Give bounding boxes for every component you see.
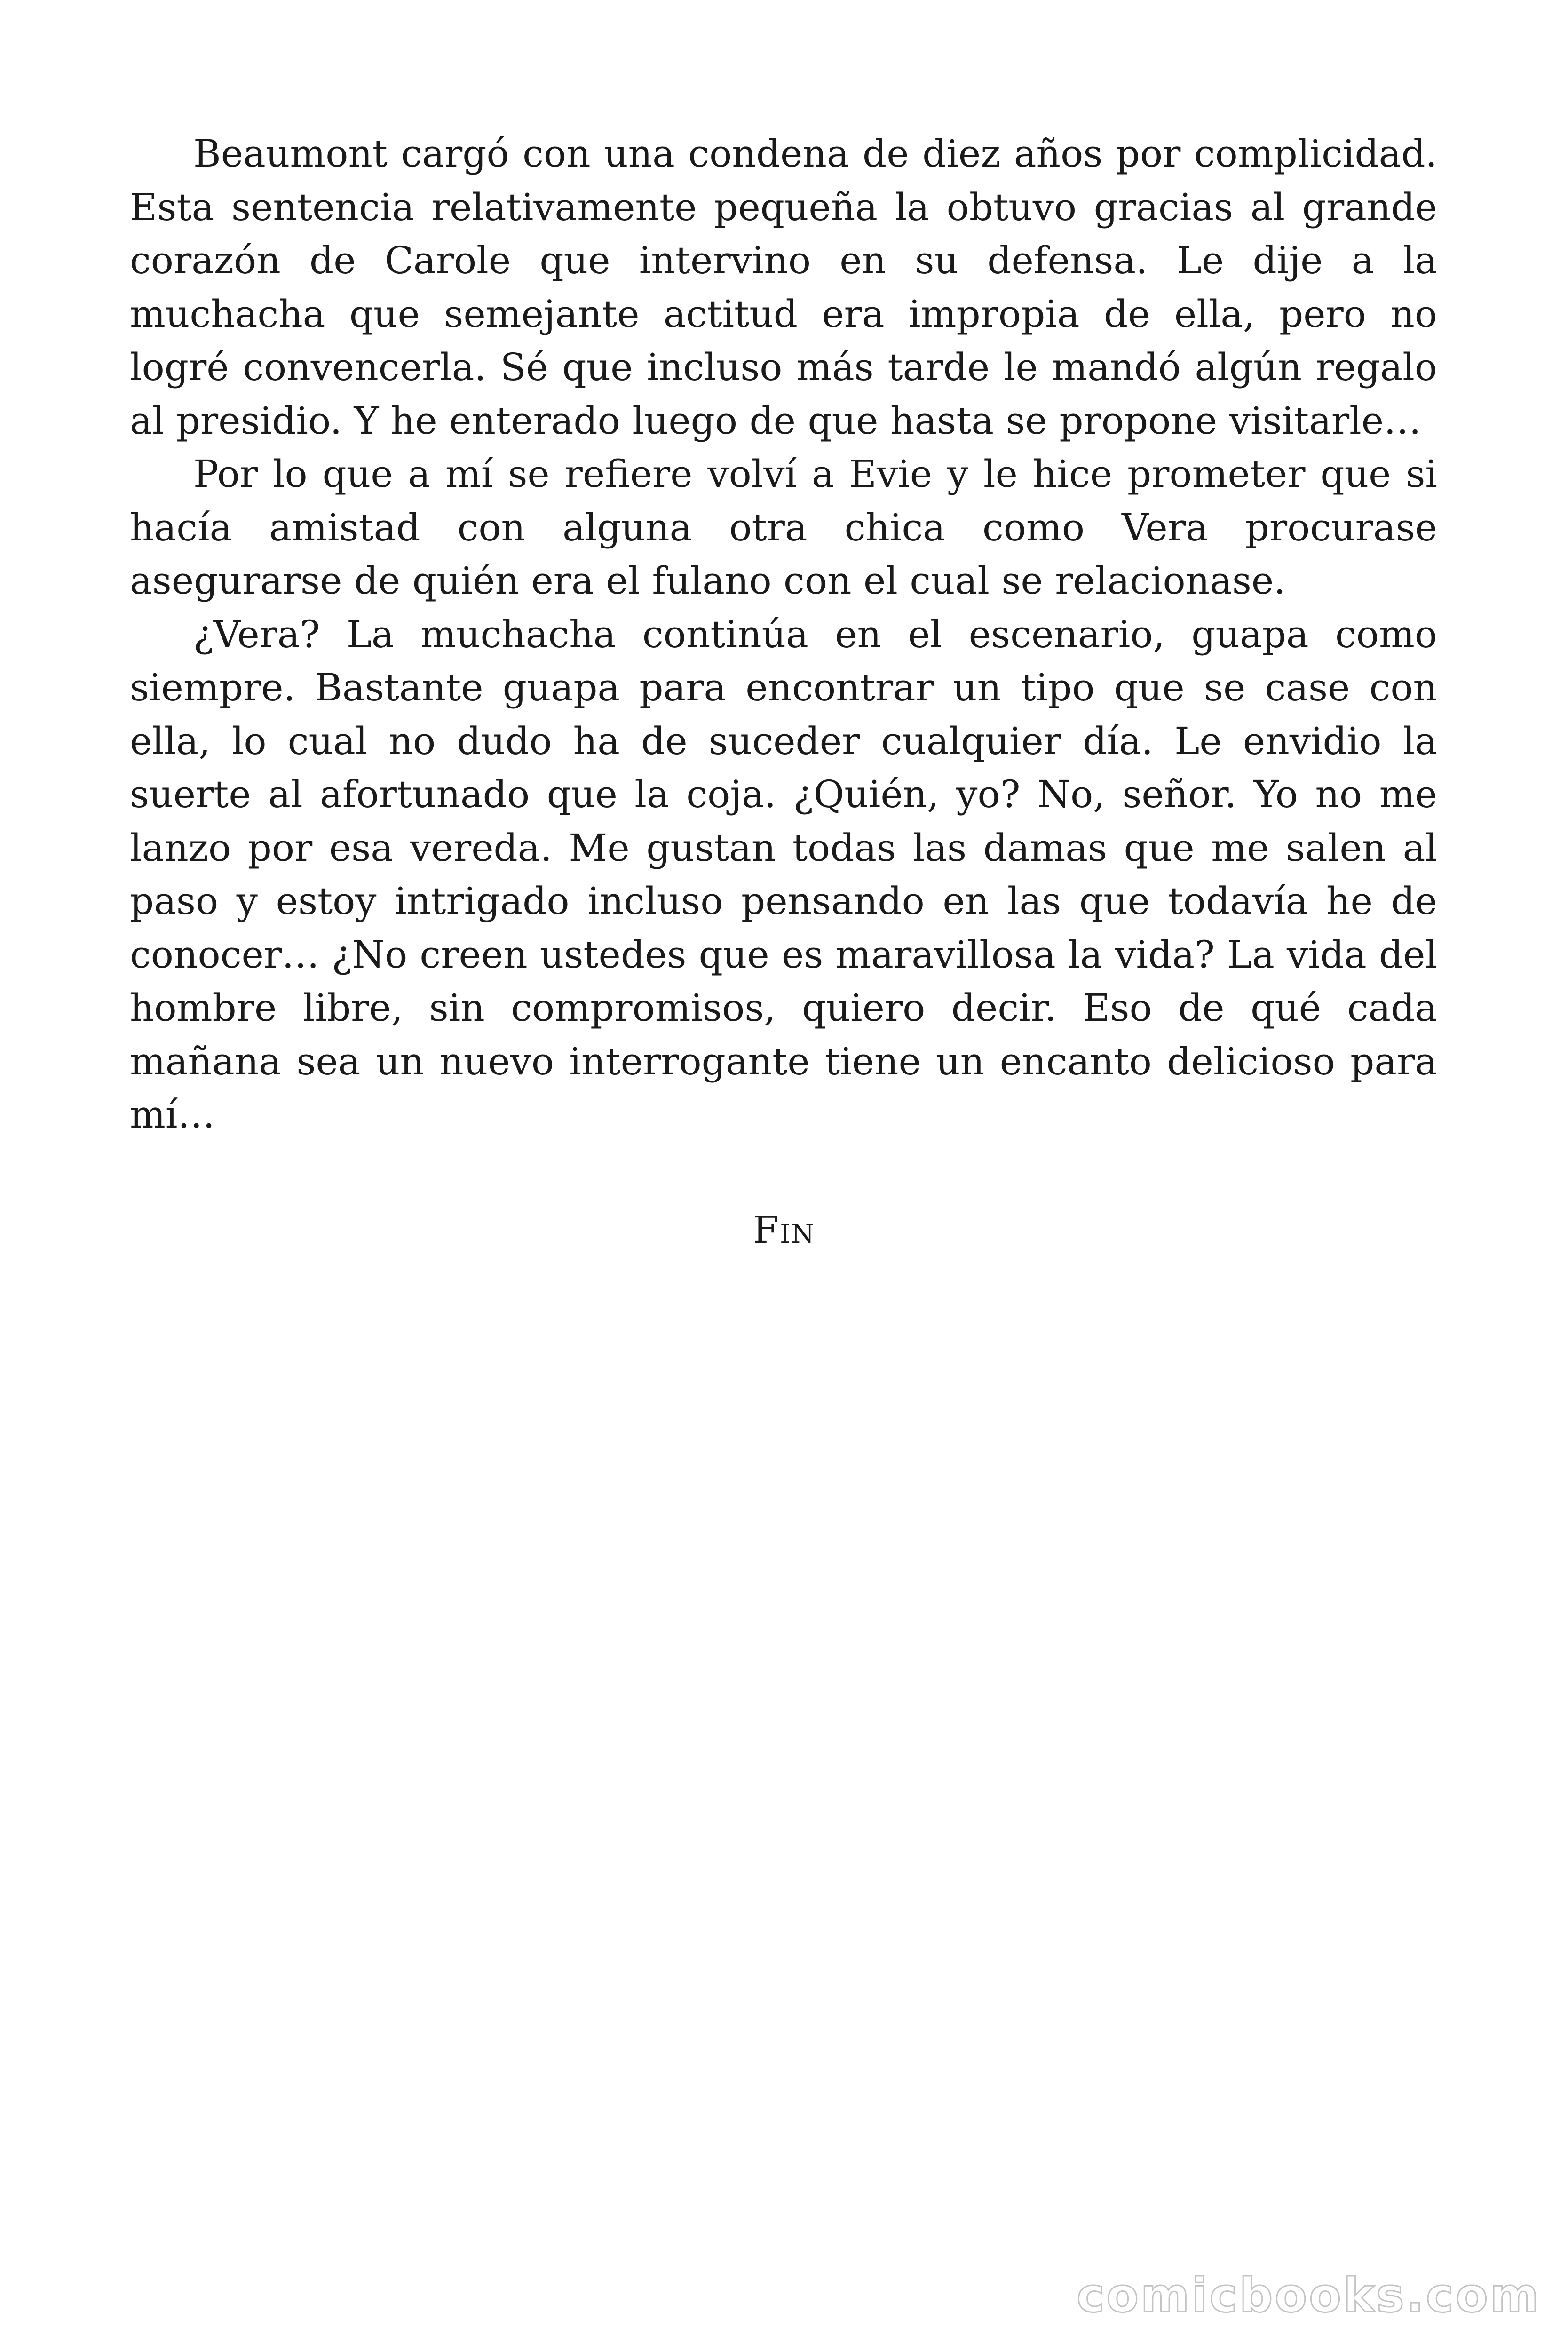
watermark-logo: comicbooks.com xyxy=(1077,2268,1541,2323)
ending-label: Fin xyxy=(752,1208,816,1252)
body-text xyxy=(130,127,1437,1142)
paragraph-1: Beaumont cargó con una condena de diez años por complicidad. Esta sentencia relativamente pequeña la obtuvo gracias al grande corazón de Carole que intervino en su defensa. Le dije a la muchacha que semejante actitud era impropia de ella, pero no logré convencerla. Sé que incluso más tarde le mandó algún regalo al presidio. Y he enterado luego de que hasta se propone visitarle… xyxy=(130,132,1437,443)
paragraph-3: ¿Vera? La muchacha continúa en el escenario, guapa como siempre. Bastante guapa para encontrar un tipo que se case con ella, lo cual no dudo ha de suceder cualquier día. Le envidio la suerte al afortunado que la coja. ¿Quién, yo? No, señor. Yo no me lanzo por esa vereda. Me gustan todas las damas que me salen al paso y estoy intrigado incluso pensando en las que todavía he de conocer… ¿No creen ustedes que es maravillosa la vida? La vida del hombre libre, sin compromisos, quiero decir. Eso de qué cada mañana sea un nuevo interrogante tiene un encanto delicioso para mí… xyxy=(130,612,1437,1136)
paragraph-2: Por lo que a mí se refiere volví a Evie y le hice prometer que si hacía amistad con alguna otra chica como Vera procurase asegurarse de quién era el fulano con el cual se relacionase. xyxy=(130,452,1437,603)
